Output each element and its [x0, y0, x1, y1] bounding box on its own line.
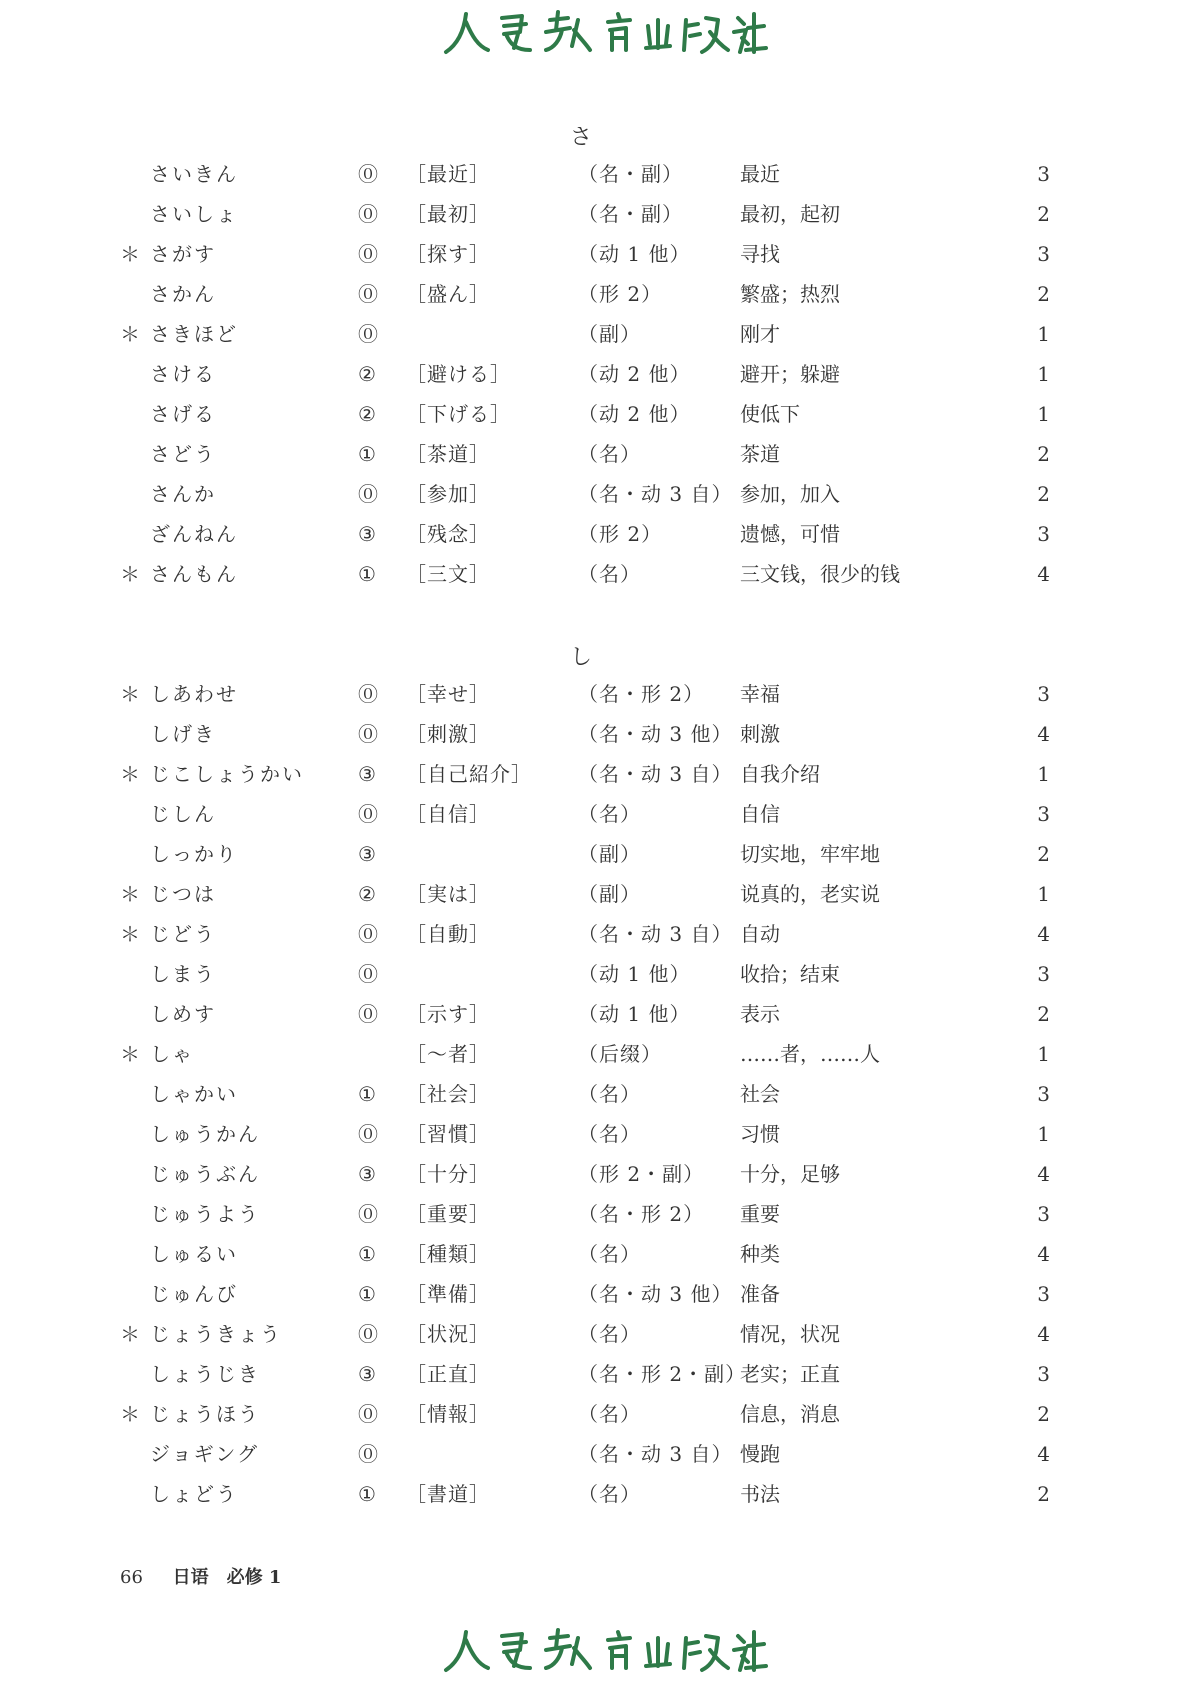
lesson-number: 4 [1037, 922, 1050, 946]
lesson-number: 3 [1037, 242, 1050, 266]
part-of-speech: （名・动 3 自） [578, 482, 733, 506]
word-kana: しげき [150, 722, 216, 746]
word-kana: しっかり [150, 842, 238, 866]
accent-mark: ① [358, 1282, 376, 1306]
word-meaning: 茶道 [740, 442, 780, 466]
vocab-row [0, 194, 1191, 234]
accent-mark: ① [358, 1082, 376, 1106]
lesson-number: 3 [1037, 1282, 1050, 1306]
vocab-row [0, 234, 1191, 274]
accent-mark: ⓪ [358, 1202, 378, 1226]
part-of-speech: （动 1 他） [578, 1002, 691, 1026]
accent-mark: ⓪ [358, 242, 378, 266]
vocab-row [0, 1114, 1191, 1154]
word-kana: じょうほう [150, 1402, 260, 1426]
vocab-row [0, 1234, 1191, 1274]
word-kanji: ［示す］ [406, 1002, 490, 1026]
lesson-number: 2 [1037, 1402, 1050, 1426]
part-of-speech: （动 1 他） [578, 962, 691, 986]
word-meaning: 信息，消息 [740, 1402, 840, 1426]
word-kana: じしん [150, 802, 216, 826]
accent-mark: ⓪ [358, 1322, 378, 1346]
section-heading: さ [570, 125, 593, 150]
word-kana: ざんねん [150, 522, 238, 546]
part-of-speech: （名・动 3 自） [578, 762, 733, 786]
word-kanji: ［実は］ [406, 882, 490, 906]
word-meaning: 自信 [740, 802, 780, 826]
part-of-speech: （副） [578, 842, 641, 866]
accent-mark: ⓪ [358, 1442, 378, 1466]
part-of-speech: （名） [578, 562, 641, 586]
new-word-mark: ＊ [120, 322, 140, 346]
word-kanji: ［三文］ [406, 562, 490, 586]
word-meaning: 寻找 [740, 242, 780, 266]
word-kana: さんもん [150, 562, 238, 586]
section-heading: し [570, 645, 593, 670]
vocab-row [0, 434, 1191, 474]
word-kana: じゅんび [150, 1282, 238, 1306]
word-meaning: 刚才 [740, 322, 780, 346]
new-word-mark: ＊ [120, 1322, 140, 1346]
part-of-speech: （名） [578, 1402, 641, 1426]
part-of-speech: （动 2 他） [578, 362, 691, 386]
word-kanji: ［自信］ [406, 802, 490, 826]
word-kana: しゃ [150, 1042, 194, 1066]
lesson-number: 2 [1037, 202, 1050, 226]
word-meaning: 重要 [740, 1202, 780, 1226]
word-kanji: ［状況］ [406, 1322, 490, 1346]
page-number: 66 [120, 1567, 143, 1588]
vocab-row [0, 1394, 1191, 1434]
part-of-speech: （后缀） [578, 1042, 662, 1066]
accent-mark: ③ [358, 1362, 376, 1386]
word-kanji: ［書道］ [406, 1482, 490, 1506]
vocab-row [0, 474, 1191, 514]
vocab-row [0, 1194, 1191, 1234]
part-of-speech: （名・动 3 自） [578, 1442, 733, 1466]
vocab-row [0, 514, 1191, 554]
vocab-row [0, 1314, 1191, 1354]
word-kanji: ［情報］ [406, 1402, 490, 1426]
vocab-row [0, 1274, 1191, 1314]
publisher-logo-bottom [430, 1618, 770, 1688]
word-meaning: 慢跑 [740, 1442, 780, 1466]
part-of-speech: （名） [578, 442, 641, 466]
accent-mark: ⓪ [358, 722, 378, 746]
vocab-row [0, 274, 1191, 314]
word-kana: さきほど [150, 322, 238, 346]
word-meaning: 刺激 [740, 722, 780, 746]
lesson-number: 3 [1037, 1362, 1050, 1386]
lesson-number: 2 [1037, 1002, 1050, 1026]
part-of-speech: （名） [578, 1482, 641, 1506]
word-kanji: ［重要］ [406, 1202, 490, 1226]
accent-mark: ⓪ [358, 202, 378, 226]
vocab-row [0, 1354, 1191, 1394]
accent-mark: ③ [358, 762, 376, 786]
word-kanji: ［茶道］ [406, 442, 490, 466]
new-word-mark: ＊ [120, 922, 140, 946]
vocab-row [0, 874, 1191, 914]
new-word-mark: ＊ [120, 1042, 140, 1066]
word-meaning: 使低下 [740, 402, 800, 426]
word-kanji: ［自動］ [406, 922, 490, 946]
word-meaning: 自动 [740, 922, 780, 946]
vocab-list [0, 154, 1191, 594]
part-of-speech: （名） [578, 1082, 641, 1106]
vocab-row [0, 834, 1191, 874]
book-title: 日语 必修 1 [172, 1567, 282, 1588]
part-of-speech: （名） [578, 1322, 641, 1346]
word-kana: じどう [150, 922, 216, 946]
publisher-logo-top [430, 0, 770, 70]
word-meaning: 最初，起初 [740, 202, 840, 226]
vocab-row [0, 1034, 1191, 1074]
part-of-speech: （名・副） [578, 202, 683, 226]
word-kanji: ［自己紹介］ [406, 762, 532, 786]
lesson-number: 3 [1037, 802, 1050, 826]
lesson-number: 3 [1037, 1082, 1050, 1106]
word-kana: しめす [150, 1002, 216, 1026]
new-word-mark: ＊ [120, 242, 140, 266]
lesson-number: 1 [1037, 1042, 1050, 1066]
word-meaning: 种类 [740, 1242, 780, 1266]
accent-mark: ① [358, 442, 376, 466]
lesson-number: 1 [1037, 322, 1050, 346]
word-kanji: ［準備］ [406, 1282, 490, 1306]
accent-mark: ① [358, 1242, 376, 1266]
word-meaning: 老实；正直 [740, 1362, 840, 1386]
accent-mark: ⓪ [358, 962, 378, 986]
accent-mark: ⓪ [358, 322, 378, 346]
part-of-speech: （名・动 3 自） [578, 922, 733, 946]
word-meaning: 收拾；结束 [740, 962, 840, 986]
part-of-speech: （形 2・副） [578, 1162, 705, 1186]
word-kana: さける [150, 362, 216, 386]
accent-mark: ⓪ [358, 682, 378, 706]
accent-mark: ① [358, 562, 376, 586]
lesson-number: 2 [1037, 842, 1050, 866]
accent-mark: ⓪ [358, 482, 378, 506]
part-of-speech: （名） [578, 802, 641, 826]
word-kanji: ［種類］ [406, 1242, 490, 1266]
lesson-number: 2 [1037, 1482, 1050, 1506]
word-kanji: ［探す］ [406, 242, 490, 266]
lesson-number: 1 [1037, 1122, 1050, 1146]
accent-mark: ⓪ [358, 1122, 378, 1146]
word-kana: さいしょ [150, 202, 238, 226]
vocab-row [0, 394, 1191, 434]
word-kana: さいきん [150, 162, 238, 186]
vocab-row [0, 994, 1191, 1034]
lesson-number: 4 [1037, 722, 1050, 746]
word-kana: さかん [150, 282, 216, 306]
lesson-number: 2 [1037, 282, 1050, 306]
word-kana: しゃかい [150, 1082, 238, 1106]
word-meaning: 准备 [740, 1282, 780, 1306]
lesson-number: 3 [1037, 162, 1050, 186]
lesson-number: 3 [1037, 1202, 1050, 1226]
lesson-number: 4 [1037, 1442, 1050, 1466]
accent-mark: ⓪ [358, 802, 378, 826]
word-kana: さんか [150, 482, 216, 506]
word-kana: じこしょうかい [150, 762, 304, 786]
accent-mark: ⓪ [358, 282, 378, 306]
word-meaning: 避开；躲避 [740, 362, 840, 386]
word-kana: しあわせ [150, 682, 238, 706]
word-meaning: 书法 [740, 1482, 780, 1506]
word-kana: じつは [150, 882, 216, 906]
lesson-number: 4 [1037, 1162, 1050, 1186]
word-meaning: 习惯 [740, 1122, 780, 1146]
lesson-number: 2 [1037, 482, 1050, 506]
word-kanji: ［幸せ］ [406, 682, 490, 706]
vocab-list [0, 674, 1191, 1514]
accent-mark: ③ [358, 842, 376, 866]
part-of-speech: （名・形 2） [578, 682, 705, 706]
word-meaning: 三文钱，很少的钱 [740, 562, 900, 586]
word-kana: じゅうよう [150, 1202, 260, 1226]
vocab-row [0, 714, 1191, 754]
accent-mark: ① [358, 1482, 376, 1506]
word-kanji: ［避ける］ [406, 362, 511, 386]
part-of-speech: （名・形 2・副） [578, 1362, 747, 1386]
part-of-speech: （形 2） [578, 522, 663, 546]
part-of-speech: （形 2） [578, 282, 663, 306]
vocab-row [0, 954, 1191, 994]
word-kana: じょうきょう [150, 1322, 282, 1346]
word-kana: じゅうぶん [150, 1162, 260, 1186]
part-of-speech: （名・动 3 他） [578, 1282, 733, 1306]
new-word-mark: ＊ [120, 682, 140, 706]
vocab-row [0, 914, 1191, 954]
accent-mark: ③ [358, 1162, 376, 1186]
lesson-number: 4 [1037, 562, 1050, 586]
word-kana: しょどう [150, 1482, 238, 1506]
word-meaning: 幸福 [740, 682, 780, 706]
part-of-speech: （副） [578, 882, 641, 906]
word-kana: さがす [150, 242, 216, 266]
new-word-mark: ＊ [120, 762, 140, 786]
new-word-mark: ＊ [120, 562, 140, 586]
word-kanji: ［最近］ [406, 162, 490, 186]
word-kanji: ［刺激］ [406, 722, 490, 746]
word-kanji: ［～者］ [406, 1042, 490, 1066]
accent-mark: ② [358, 362, 376, 386]
word-kana: さどう [150, 442, 216, 466]
word-kanji: ［下げる］ [406, 402, 511, 426]
lesson-number: 1 [1037, 762, 1050, 786]
vocab-row [0, 754, 1191, 794]
word-kana: しゅうかん [150, 1122, 260, 1146]
vocab-row [0, 1074, 1191, 1114]
accent-mark: ⓪ [358, 162, 378, 186]
part-of-speech: （名・动 3 他） [578, 722, 733, 746]
lesson-number: 4 [1037, 1242, 1050, 1266]
lesson-number: 3 [1037, 682, 1050, 706]
word-meaning: 切实地，牢牢地 [740, 842, 880, 866]
word-kanji: ［盛ん］ [406, 282, 490, 306]
new-word-mark: ＊ [120, 1402, 140, 1426]
part-of-speech: （名・形 2） [578, 1202, 705, 1226]
vocab-row [0, 354, 1191, 394]
word-kana: さげる [150, 402, 216, 426]
vocab-row [0, 1474, 1191, 1514]
part-of-speech: （动 1 他） [578, 242, 691, 266]
vocab-row [0, 154, 1191, 194]
part-of-speech: （副） [578, 322, 641, 346]
word-kanji: ［参加］ [406, 482, 490, 506]
lesson-number: 2 [1037, 442, 1050, 466]
word-kanji: ［習慣］ [406, 1122, 490, 1146]
word-meaning: 繁盛；热烈 [740, 282, 840, 306]
part-of-speech: （名） [578, 1122, 641, 1146]
word-meaning: 十分，足够 [740, 1162, 840, 1186]
word-kanji: ［社会］ [406, 1082, 490, 1106]
accent-mark: ⓪ [358, 922, 378, 946]
part-of-speech: （动 2 他） [578, 402, 691, 426]
lesson-number: 3 [1037, 522, 1050, 546]
word-kanji: ［残念］ [406, 522, 490, 546]
accent-mark: ⓪ [358, 1402, 378, 1426]
lesson-number: 4 [1037, 1322, 1050, 1346]
word-kana: しょうじき [150, 1362, 260, 1386]
part-of-speech: （名） [578, 1242, 641, 1266]
lesson-number: 1 [1037, 402, 1050, 426]
word-kana: しゅるい [150, 1242, 238, 1266]
word-kanji: ［最初］ [406, 202, 490, 226]
accent-mark: ② [358, 402, 376, 426]
word-meaning: 参加，加入 [740, 482, 840, 506]
word-meaning: 说真的，老实说 [740, 882, 880, 906]
word-meaning: ……者，……人 [740, 1042, 880, 1066]
page-footer [120, 1563, 281, 1589]
word-kanji: ［正直］ [406, 1362, 490, 1386]
new-word-mark: ＊ [120, 882, 140, 906]
accent-mark: ⓪ [358, 1002, 378, 1026]
word-meaning: 遗憾，可惜 [740, 522, 840, 546]
word-meaning: 最近 [740, 162, 780, 186]
word-meaning: 自我介绍 [740, 762, 820, 786]
lesson-number: 1 [1037, 362, 1050, 386]
vocab-row [0, 1154, 1191, 1194]
word-kanji: ［十分］ [406, 1162, 490, 1186]
word-meaning: 表示 [740, 1002, 780, 1026]
word-kana: ジョギング [150, 1442, 259, 1466]
lesson-number: 1 [1037, 882, 1050, 906]
vocab-row [0, 554, 1191, 594]
word-kana: しまう [150, 962, 216, 986]
accent-mark: ③ [358, 522, 376, 546]
vocab-row [0, 1434, 1191, 1474]
accent-mark: ② [358, 882, 376, 906]
word-meaning: 情况，状况 [740, 1322, 840, 1346]
lesson-number: 3 [1037, 962, 1050, 986]
vocab-row [0, 314, 1191, 354]
part-of-speech: （名・副） [578, 162, 683, 186]
word-meaning: 社会 [740, 1082, 780, 1106]
vocab-row [0, 794, 1191, 834]
vocab-row [0, 674, 1191, 714]
